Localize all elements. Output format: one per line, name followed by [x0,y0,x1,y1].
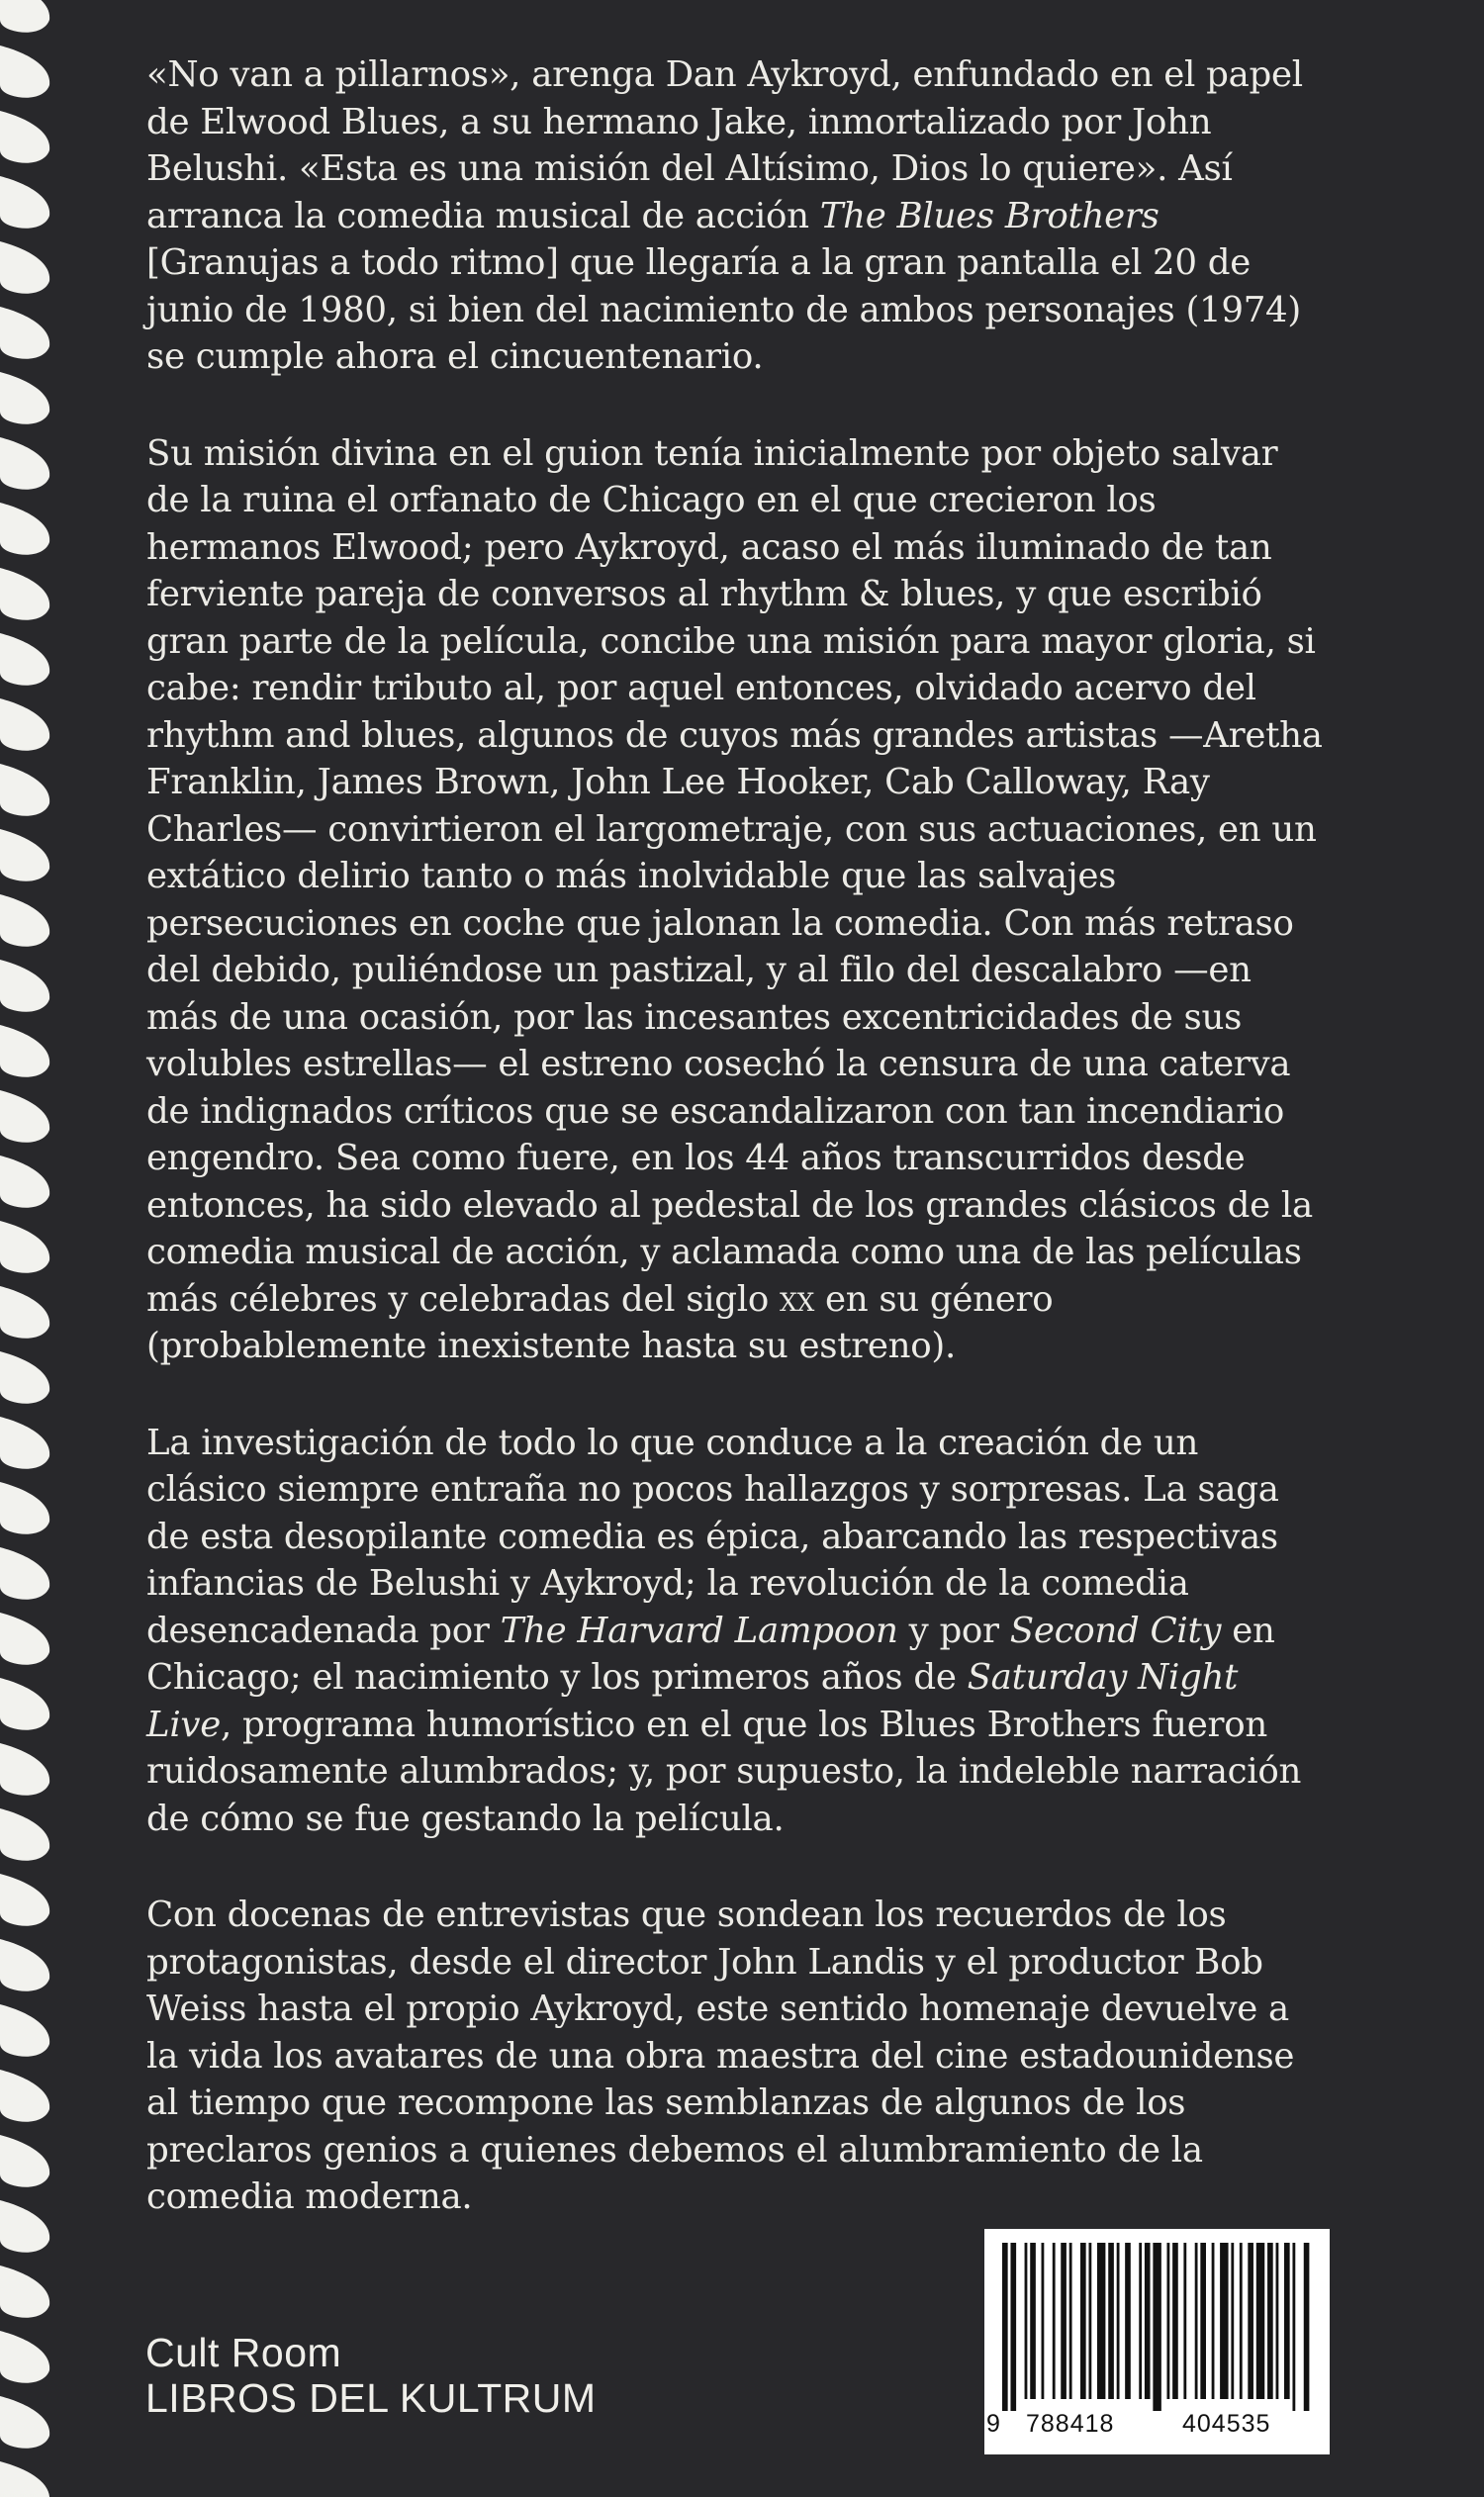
text-run: Con docenas de entrevistas que sondean los recuerdos de los protagonistas, desde el director John Landis y el productor Bob Weiss hasta el propio Aykroyd, este sentido homenaje devuelve a la vida los avatares de una obra maestra del cine estadounidense al tiempo que recompone las semblanzas de algunos de los preclaros genios a quienes debemos el alumbramiento de la comedia moderna. [146,1895,1295,2217]
text-run: en Chicago; el nacimiento y los primeros años de [146,1610,1275,1698]
edge-pattern-shape [0,568,49,620]
publisher-imprint [145,2330,597,2421]
barcode-bar [1080,2243,1086,2399]
barcode-bar [1069,2243,1072,2399]
edge-pattern-shape [0,1678,49,1730]
edge-pattern-shape [0,1939,49,1991]
barcode-bar [1153,2243,1160,2411]
edge-pattern-shape [0,1090,49,1143]
edge-pattern-shape [0,1286,49,1339]
edge-pattern-shape [0,241,49,294]
edge-pattern-shape [0,1351,49,1404]
barcode-group-left: 788418 [1026,2410,1115,2438]
barcode-bar [1248,2243,1253,2399]
barcode-bar [1212,2243,1215,2399]
barcode-bar [1284,2243,1290,2399]
edge-pattern-shape [0,829,49,881]
italic-title: Saturday Night Live [146,1657,1239,1745]
barcode-bar [1183,2243,1186,2399]
barcode-bar [1002,2243,1008,2411]
edge-pattern-shape [0,633,49,686]
barcode-bar [1240,2243,1243,2399]
italic-title: The Harvard Lampoon [500,1610,898,1651]
edge-pattern-shape [0,1547,49,1600]
edge-pattern-shape [0,503,49,555]
edge-pattern-shape [0,437,49,490]
edge-pattern-shape [0,1808,49,1861]
barcode-bar [1030,2243,1036,2399]
edge-pattern-shape [0,1221,49,1273]
edge-pattern-shape [0,2266,49,2318]
barcode-bar [1117,2243,1120,2399]
edge-pattern-shape [0,698,49,751]
edge-pattern-shape [0,2070,49,2122]
blurb-text [146,51,1324,2270]
blurb-paragraph-3 [146,1420,1324,1843]
barcode-bars [998,2243,1315,2411]
barcode-bar [1139,2243,1142,2399]
edge-pattern-shape [0,372,49,424]
text-run: La investigación de todo lo que conduce a la creación de un clásico siempre entraña no pocos hallazgos y sorpresas. La saga de esta desopilante comedia es épica, abarcando las respectivas infancias de Belushi y Aykroyd; la revolución de la comedia desencadenada por [146,1422,1279,1651]
barcode-bar [1256,2243,1264,2399]
edge-pattern-shape [0,307,49,359]
edge-pattern-shape [0,1025,49,1077]
barcode-digits [984,2410,1330,2446]
italic-title: Second City [1009,1610,1222,1651]
publisher-name: LIBROS DEL KULTRUM [145,2375,597,2421]
barcode-bar [1304,2243,1310,2411]
barcode-bar [1200,2243,1206,2399]
edge-pattern-shape [0,1482,49,1534]
edge-pattern-shape [0,1417,49,1469]
edge-pattern-shape [0,2396,49,2449]
text-run: Su misión divina en el guion tenía inicialmente por objeto salvar de la ruina el orfanato de Chicago en el que crecieron los hermanos Elwood; pero Aykroyd, acaso el más iluminado de tan ferviente pareja de conversos al rhythm & blues, y que escribió gran parte de la película, concibe una misión para mayor gloria, si cabe: rendir tributo al, por aquel entonces, olvidado acervo del rhythm and blues, algunos de cuyos más grandes artistas —Aretha Franklin, James Brown, John Lee Hooker, Cab Calloway, Ray Charles— convirtieron el largometraje, con sus actuaciones, en un extático delirio tanto o más inolvidable que las salvajes persecuciones en coche que jalonan la comedia. Con más retraso del debido, puliéndose un pastizal, y al filo del descalabro —en más de una ocasión, por las incesantes excentricidades de sus volubles estrellas— el estreno cosechó la censura de una caterva de indignados críticos que se escandalizaron con tan incendiario engendro. Sea como fuere, en los 44 años transcurridos desde entonces, ha sido elevado al pedestal de los grandes clásicos de la comedia musical de acción, y aclamada como una de las películas más célebres y celebradas del siglo [146,432,1323,1320]
edge-pattern-shape [0,1156,49,1208]
barcode-bar [1025,2243,1028,2399]
blurb-paragraph-1 [146,51,1324,381]
edge-pattern-shape [0,1874,49,1926]
barcode-digit-first: 9 [986,2410,1001,2438]
blurb-paragraph-4 [146,1892,1324,2221]
barcode-bar [1108,2243,1114,2399]
edge-pattern-shape [0,1743,49,1796]
text-run: [Granujas a todo ritmo] que llegaría a la gran pantalla el 20 de junio de 1980, si bien del nacimiento de ambos personajes (1974) se cumple ahora el cincuentenario. [146,242,1301,377]
barcode-bar [1267,2243,1273,2399]
barcode-bar [1125,2243,1131,2399]
blurb-paragraph-2 [146,430,1324,1370]
small-caps-text: xx [779,1278,814,1320]
barcode-bar [1195,2243,1198,2399]
edge-pattern-shape [0,2461,49,2497]
barcode-bar [1088,2243,1091,2399]
barcode-bar [1172,2243,1178,2399]
edge-pattern-shape [0,2135,49,2187]
barcode-bar [1145,2243,1151,2399]
edge-pattern-shape [0,2200,49,2253]
barcode-bar [1166,2243,1169,2399]
text-run: y por [897,1610,1010,1651]
barcode-bar [1042,2243,1045,2399]
barcode-bar [1097,2243,1105,2399]
italic-title: The Blues Brothers [819,195,1159,236]
barcode-bar [1276,2243,1279,2399]
text-run: en su género (probablemente inexistente hasta su estreno). [146,1278,1054,1366]
edge-pattern-shape [0,960,49,1012]
barcode-bar [1010,2243,1016,2411]
barcode-bar [1292,2243,1295,2411]
edge-pattern-shape [0,46,49,98]
edge-pattern-shape [0,0,49,33]
edge-decorative-pattern [0,0,61,2497]
barcode-group-right: 404535 [1182,2410,1271,2438]
text-run: , programa humorístico en el que los Blues Brothers fueron ruidosamente alumbrados; y, por supuesto, la indeleble narración de cómo se fue gestando la película. [146,1704,1302,1839]
barcode-bar [1231,2243,1234,2399]
barcode-bar [1061,2243,1067,2399]
edge-pattern-shape [0,2004,49,2057]
edge-pattern-shape [0,2331,49,2383]
barcode-bar [1220,2243,1228,2399]
edge-pattern-shape [0,111,49,163]
edge-pattern-shape [0,764,49,816]
edge-pattern-shape [0,1613,49,1665]
isbn-barcode [984,2229,1330,2454]
barcode-bar [1053,2243,1056,2399]
edge-pattern-shape [0,894,49,947]
collection-name: Cult Room [145,2330,342,2375]
edge-pattern-shape [0,176,49,229]
text-run: «No van a pillarnos», arenga Dan Aykroyd, enfundado en el papel de Elwood Blues, a su hermano Jake, inmortalizado por John Belushi. «Esta es una misión del Altísimo, Dios lo quiere». Así arranca la comedia musical de acción [146,54,1303,236]
